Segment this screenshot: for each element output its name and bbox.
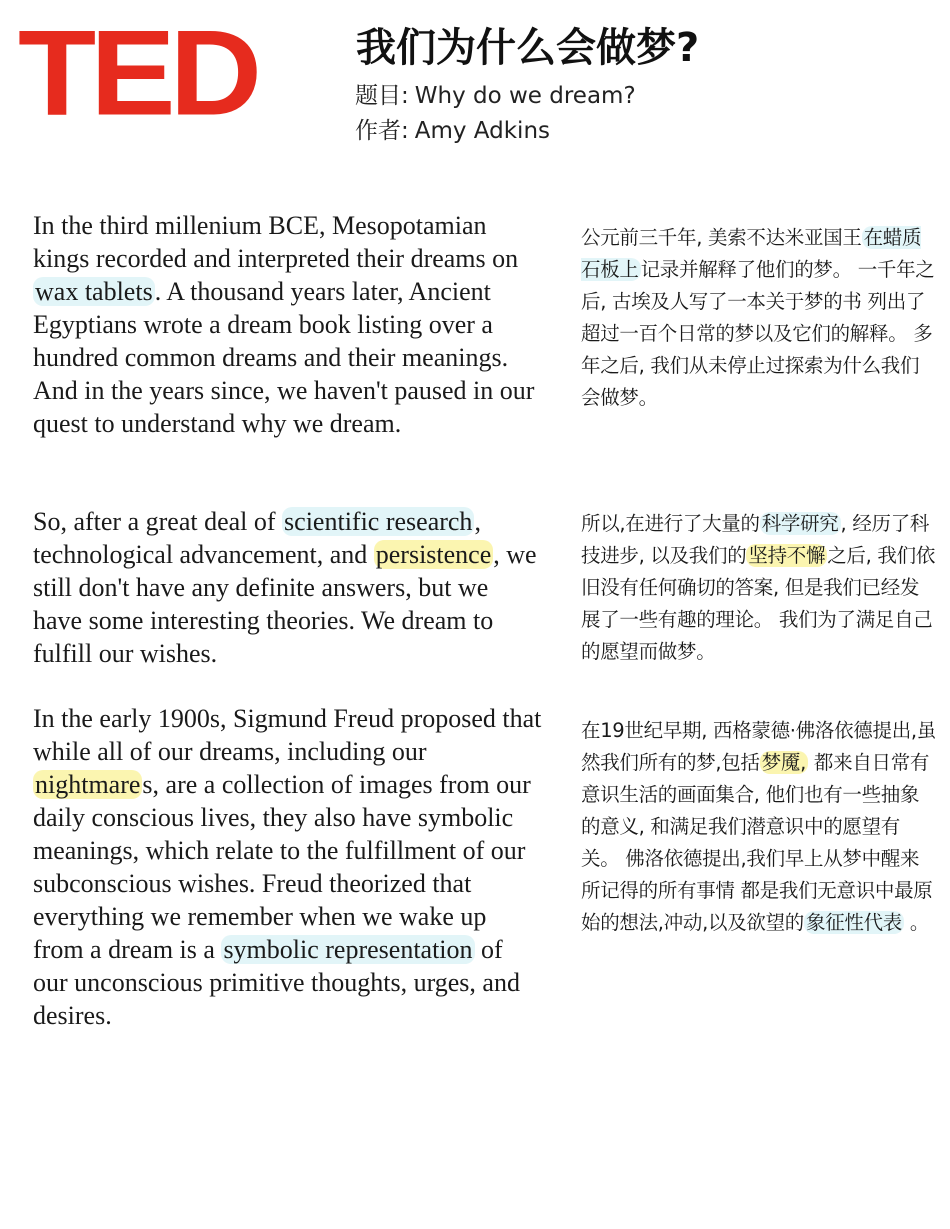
highlight-persistence: persistence bbox=[375, 540, 492, 569]
author-value: Amy Adkins bbox=[414, 118, 551, 144]
text-segment: In the third millenium BCE, Mesopotamian kings recorded and interpreted their dreams on bbox=[33, 211, 519, 273]
highlight-wax-tablets: wax tablets bbox=[35, 277, 153, 306]
chinese-paragraph-2 bbox=[581, 508, 936, 668]
subject-value: Why do we dream? bbox=[414, 83, 636, 109]
highlight-persistence-zh: 坚持不懈 bbox=[748, 544, 826, 567]
text-segment: 记录并解释了他们的梦。 一千年之后, 古埃及人写了一本关于梦的书 列出了超过一百个日常的梦以及它们的解释。 多年之后, 我们从未停止过探索为什么我们会做梦。 bbox=[581, 258, 935, 409]
page-title: 我们为什么会做梦? bbox=[356, 25, 700, 71]
text-segment: s, are a collection of images from our daily conscious lives, they also have symbolic meanings, which relate to the fulfillment of our subconscious wishes. Freud theorized that everything we remember when we wake up from a dream is a bbox=[33, 770, 531, 964]
chinese-paragraph-3 bbox=[581, 715, 936, 939]
ted-logo: TED bbox=[18, 5, 256, 142]
subject-line bbox=[355, 80, 636, 112]
highlight-symbolic-representation-zh: 象征性代表 bbox=[806, 911, 903, 934]
text-segment: So, after a great deal of bbox=[33, 507, 283, 536]
text-segment: 都来自日常有意识生活的画面集合, 他们也有一些抽象的意义, 和满足我们潜意识中的愿望有关。 佛洛依德提出,我们早上从梦中醒来所记得的所有事情 都是我们无意识中最原始的想法,冲动,以及欲望的 bbox=[581, 751, 933, 934]
text-segment: 在19世纪早期, 西格蒙德·佛洛依德提出,虽然我们所有的梦,包括 bbox=[581, 719, 937, 774]
text-segment: , 经历了科技进步, 以及我们的 bbox=[581, 512, 930, 567]
text-segment: 公元前三千年, 美索不达米亚国王 bbox=[581, 226, 862, 249]
highlight-wax-tablets-zh: 在蜡质石板上 bbox=[581, 226, 922, 281]
english-paragraph-2 bbox=[33, 505, 543, 670]
text-segment: 。 bbox=[904, 911, 930, 934]
highlight-scientific-research-zh: 科学研究 bbox=[761, 512, 839, 535]
highlight-symbolic-representation: symbolic representation bbox=[223, 935, 473, 964]
highlight-nightmare-zh: 梦魇, bbox=[761, 751, 807, 774]
english-paragraph-1 bbox=[33, 209, 543, 440]
author-line bbox=[355, 115, 550, 147]
chinese-paragraph-1 bbox=[581, 222, 936, 414]
text-segment: 所以,在进行了大量的 bbox=[581, 512, 760, 535]
text-segment: of our unconscious primitive thoughts, urges, and desires. bbox=[33, 935, 520, 1030]
english-paragraph-3 bbox=[33, 702, 543, 1032]
text-segment: 之后, 我们依旧没有任何确切的答案, 但是我们已经发展了一些有趣的理论。 我们为了满足自己的愿望而做梦。 bbox=[581, 544, 936, 663]
highlight-nightmare: nightmare bbox=[35, 770, 141, 799]
highlight-scientific-research: scientific research bbox=[284, 507, 473, 536]
text-segment: , technological advancement, and bbox=[33, 507, 481, 569]
text-segment: . A thousand years later, Ancient Egyptians wrote a dream book listing over a hundred common dreams and their meanings. And in the years since, we haven't paused in our quest to understand why we dream. bbox=[33, 277, 535, 438]
text-segment: In the early 1900s, Sigmund Freud proposed that while all of our dreams, including our bbox=[33, 704, 542, 766]
author-label: 作者: bbox=[355, 118, 409, 144]
subject-label: 题目: bbox=[355, 83, 409, 109]
text-segment: , we still don't have any definite answers, but we have some interesting theories. We dream to fulfill our wishes. bbox=[33, 540, 537, 668]
